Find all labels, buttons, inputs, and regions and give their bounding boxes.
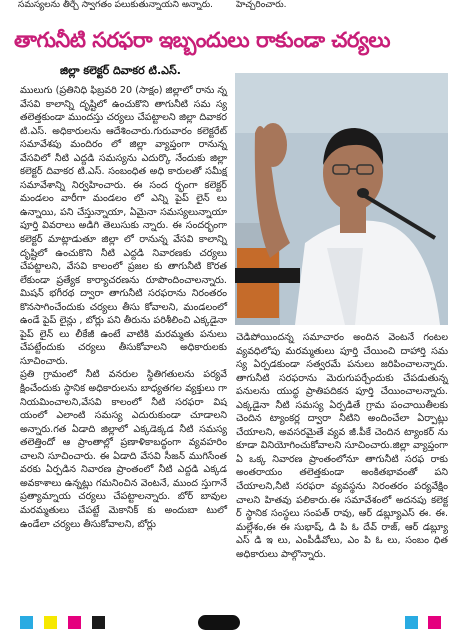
reg-mark-magenta (428, 616, 441, 629)
snippet-right: హెచ్చరించారు. (236, 0, 287, 10)
reg-mark-cyan (405, 616, 418, 629)
print-registration-marks (0, 611, 461, 635)
paragraph: ములుగు (ప్రతినిధి ఫిబ్రవరి 20 (సాక్షం) జిల్లాలో రాను న్న వేసవి కాలాన్ని దృష్టిలో ఉంచుకొని తాగునీటి సమ స్య తలెత్తకుండా ముందస్తు చర్యలు చేపట్టాలని జిల్లా దివాకర టి.ఎస్. అధికారులను ఆదేశించారు.గురువారం కలెక్టరేట్ సమావేశపు మందిరం లో జిల్లా వ్యాప్తంగా రానున్న వేసవిలో నీటి ఎద్దడి సమస్యను ఎదుర్కొ నేందుకు జిల్లా కలెక్టర్ దివాకర టి.ఎస్. సంబంధిత అధి కారులతో సమీక్ష సమావేశాన్ని నిర్వహించారు. ఈ సంద ర్భంగా కలెక్టర్ మండలం వారీగా మండలం లో ఎన్ని పైప్ లైన్ లు ఉన్నాయి, పని చేస్తున్నాయా, ఏమైనా సమస్యలున్నాయా పూర్తి వివరాలు అడిగి తెలుసుకు న్నారు. ఈ సందర్భంగా కలెక్టర్ మాట్లాడుతూ జిల్లా లో రానున్న వేసవి కాలాన్ని దృష్టిలో ఉంచుకొని నీటి ఎద్దడి నివారణకు చర్యలు చేపట్టాలని, వేసవి కాలంలో ప్రజల కు తాగునీటి కొరత లేకుండా ప్రత్యేక కార్యాచరణను రూపొందించాలన్నారు. మిషన్ భగీరథ ద్వారా తాగునీటి సరఫరాను నిరంతరం కొనసాగించేందుకు చర్యలు తీసు కోవాలని, మండలంలో ఉండే పైప్ లైన్లు , బోర్లు పని తీరును పరిశీలించి ఎక్కడైనా పైప్ లైన్ లు లీకేజీ ఉంటే వాటికి మరమ్మతు పనులు చేపట్టేందుకు చర్యలు తీసుకోవాలని అధికారులకు సూచించారు. (20, 85, 227, 367)
reg-mark-magenta (68, 616, 81, 629)
reg-mark-cyan (20, 616, 33, 629)
reg-mark-black (92, 616, 105, 629)
article-column-right (236, 331, 448, 561)
paragraph: ప్రతి గ్రామంలో నీటి వనరుల స్థితిగతులను పర్యవే క్షించేందుకు స్థానిక అధికారులను బాధ్యతగల వ్యక్తులు గా నియమించాలని,వేసవి కాలంలో నీటి సరఫరా విష యంలో ఎలాంటి సమస్య ఎదురుకుండా చూడాలని అన్నారు.గత ఏడాది జిల్లాలో ఎక్కడెక్కడ నీటి సమస్య తలెత్తిందో ఆ ప్రాంతాల్లో ప్రణాళికాబద్ధంగా వ్యవహరిం చాలని సూచించారు. ఈ ఏడాది వేసవి సీజన్ ముగిసేంత వరకు ఏర్పడిన నివారణ ప్రాంతంలో నీటి ఎద్దడి ఎక్కడ అవకాశాలు ఉన్నట్లు గమనించిన వెంటనే, ముంద స్తుగానే ప్రత్యామ్నాయ చర్యలు చేపట్టాలన్నారు. బోర్ బావుల మరమ్మతులు చేపట్టే మెకానిక్ కు అందుబా టులో ఉండేలా చర్యలు తీసుకోవాలని, బోర్లు (20, 369, 227, 530)
article-column-left (20, 84, 227, 531)
article-headline: తాగునీటి సరఫరా ఇబ్బందులు రాకుండా చర్యలు (14, 28, 391, 52)
article-byline: జిల్లా కలెక్టర్ దివాకర టి.ఎస్. (60, 64, 181, 77)
collector-photo (235, 73, 448, 325)
crop-mark (198, 615, 240, 630)
previous-article-snippet (0, 0, 461, 14)
photo-illustration (235, 73, 448, 325)
snippet-left: సమస్యలను తీర్చే స్వాగతం పలుకుతున్నాయని అన్నారు. (18, 0, 214, 10)
paragraph: చెడిపోయిందన్న సమాచారం అందిన వెంటనే గంటల వ్యవధిలోపు మరమ్మతులు పూర్తి చేయించి దాహార్తి సమ స్య ఏర్పడకుండా సత్వరమే పనులు జరిపించాలన్నారు. తాగునీటి సరఫరాను మెరుగుపర్చేందుకు చేపడుతున్న పనులను యుద్ధ ప్రాతిపదికన పూర్తి చేయించాలన్నారు. ఎక్కడైనా నీటి సమస్య ఏర్పడితే గ్రామ పంచాయితీలకు చెందిన ట్యాంకర్ల ద్వారా నీటిని అందించేలా ఏర్పాట్లు చేయాలని, అవసరమైతే వ్యవ జీ.పీకే చెందిన ట్యాంకర్ ను కూడా వినియోగించుకోవాలని సూచించారు.జిల్లా వ్యాప్తంగా ఏ ఒక్క నివారణ ప్రాంతంలోనూ తాగునీటి సరఫ రాకు అంతరాయం తలెత్తకుండా అంకితభావంతో పని చేయాలని,నీటి సరఫరా వ్యవస్థను నిరంతరం పర్యవేక్షిం చాలని హితవు పలికారు.ఈ సమావేశంలో అదనపు కలెక్ట ర్ స్థానిక సంస్థలు సంపత్ రావు, ఆర్ డబ్ల్యూఎస్ ఈ. ఈ. మల్లేశం,ఈ ఈ సుభాష్, డి పి ఓ దేవ్ రాజ్, ఆర్ డబ్ల్యూ ఎస్ డి ఇ లు, ఎంపీడీవోలు, ఎం పి ఓ లు, సంబం ధిత అధికారులు పాల్గొన్నారు. (236, 332, 448, 560)
reg-mark-yellow (44, 616, 57, 629)
